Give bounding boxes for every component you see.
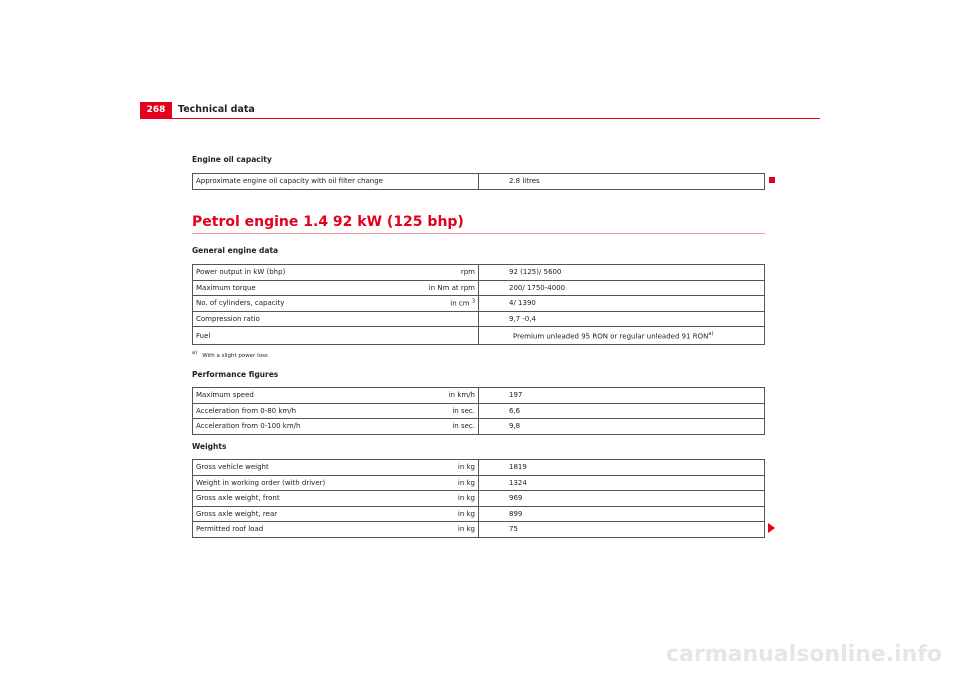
table-row bbox=[193, 419, 765, 435]
footnote bbox=[192, 350, 268, 359]
table-row bbox=[193, 327, 765, 345]
row-value-cell bbox=[479, 280, 765, 296]
continue-arrow-icon bbox=[768, 523, 775, 533]
row-label-cell bbox=[193, 311, 479, 327]
row-value: 200/ 1750-4000 bbox=[509, 283, 566, 292]
page-number: 268 bbox=[140, 102, 172, 118]
row-value-cell bbox=[479, 522, 765, 538]
unit-text: in Nm at rpm bbox=[428, 283, 475, 292]
row-value-cell bbox=[479, 174, 765, 190]
row-unit bbox=[449, 391, 475, 399]
unit-text: in kg bbox=[457, 494, 475, 503]
unit-text: in kg bbox=[457, 478, 475, 487]
unit-text: in cm bbox=[450, 299, 470, 308]
table-row bbox=[193, 522, 765, 538]
end-marker-icon bbox=[769, 177, 775, 183]
unit-text: in kg bbox=[457, 525, 475, 534]
row-value-cell bbox=[479, 327, 765, 345]
oil-table bbox=[192, 173, 765, 190]
row-label-cell bbox=[193, 280, 479, 296]
row-label: No. of cylinders, capacity bbox=[196, 299, 285, 308]
general-heading: General engine data bbox=[192, 246, 279, 255]
row-value: Premium unleaded 95 RON or regular unleaded 91 RON bbox=[513, 332, 709, 341]
table-row bbox=[193, 460, 765, 476]
general-table bbox=[192, 264, 765, 345]
row-label-cell bbox=[193, 327, 479, 345]
row-value: 75 bbox=[509, 525, 518, 534]
row-value: 1819 bbox=[509, 463, 527, 472]
row-value: 2.8 litres bbox=[509, 177, 540, 186]
table-row bbox=[193, 475, 765, 491]
row-unit bbox=[452, 422, 475, 430]
unit-text: rpm bbox=[460, 268, 475, 277]
row-value: 92 (125)/ 5600 bbox=[509, 268, 562, 277]
row-value: 197 bbox=[509, 391, 523, 400]
row-value-cell bbox=[479, 403, 765, 419]
unit-text: in km/h bbox=[448, 391, 475, 400]
table-row bbox=[193, 174, 765, 190]
unit-text: in kg bbox=[457, 463, 475, 472]
row-label-cell bbox=[193, 265, 479, 281]
row-unit bbox=[458, 525, 475, 533]
header-rule bbox=[140, 118, 820, 119]
row-value-cell bbox=[479, 311, 765, 327]
row-unit bbox=[458, 463, 475, 471]
row-label: Power output in kW (bhp) bbox=[196, 268, 286, 277]
row-value: 1324 bbox=[509, 478, 527, 487]
unit-text: in kg bbox=[457, 509, 475, 518]
row-value-cell bbox=[479, 296, 765, 312]
row-value: 969 bbox=[509, 494, 523, 503]
row-label: Acceleration from 0-80 km/h bbox=[196, 406, 297, 415]
row-unit bbox=[461, 268, 475, 276]
row-unit bbox=[458, 510, 475, 518]
row-value: 9,8 bbox=[509, 422, 521, 431]
row-label: Maximum torque bbox=[196, 283, 256, 292]
weights-table bbox=[192, 459, 765, 538]
table-row bbox=[193, 491, 765, 507]
table-row bbox=[193, 403, 765, 419]
title-rule bbox=[192, 233, 765, 234]
row-label: Gross vehicle weight bbox=[196, 463, 269, 472]
row-label: Weight in working order (with driver) bbox=[196, 478, 326, 487]
row-label: Fuel bbox=[196, 331, 211, 340]
row-label-cell bbox=[193, 491, 479, 507]
unit-sup: 3 bbox=[471, 298, 475, 305]
performance-heading: Performance figures bbox=[192, 370, 279, 379]
row-unit bbox=[458, 479, 475, 487]
weights-heading: Weights bbox=[192, 442, 227, 451]
row-label: Approximate engine oil capacity with oil filter change bbox=[196, 177, 383, 186]
row-value: 4/ 1390 bbox=[509, 299, 536, 308]
row-label: Maximum speed bbox=[196, 391, 254, 400]
value-footnote-mark: a) bbox=[708, 330, 714, 337]
oil-heading: Engine oil capacity bbox=[192, 155, 272, 164]
row-label: Compression ratio bbox=[196, 314, 260, 323]
row-unit bbox=[450, 299, 475, 308]
table-row bbox=[193, 296, 765, 312]
row-value-cell bbox=[479, 491, 765, 507]
page-title: Petrol engine 1.4 92 kW (125 bhp) bbox=[192, 214, 464, 230]
row-unit bbox=[429, 284, 475, 292]
row-value-cell bbox=[479, 475, 765, 491]
unit-text: in sec. bbox=[452, 422, 475, 431]
row-value-cell bbox=[479, 506, 765, 522]
row-label: Gross axle weight, rear bbox=[196, 509, 278, 518]
row-label-cell bbox=[193, 174, 479, 190]
row-label-cell bbox=[193, 419, 479, 435]
row-label-cell bbox=[193, 460, 479, 476]
footnote-text: With a slight power loss bbox=[202, 352, 268, 359]
row-value: 9,7 -0,4 bbox=[509, 314, 537, 323]
table-row bbox=[193, 280, 765, 296]
table-row bbox=[193, 311, 765, 327]
section-title: Technical data bbox=[178, 104, 255, 115]
row-label-cell bbox=[193, 296, 479, 312]
table-row bbox=[193, 265, 765, 281]
row-value-cell bbox=[479, 265, 765, 281]
row-label-cell bbox=[193, 506, 479, 522]
row-value-cell bbox=[479, 419, 765, 435]
row-unit bbox=[452, 407, 475, 415]
watermark: carmanualsonline.info bbox=[666, 642, 942, 667]
performance-table bbox=[192, 387, 765, 435]
row-value: 6,6 bbox=[509, 406, 521, 415]
row-value-cell bbox=[479, 460, 765, 476]
row-label-cell bbox=[193, 403, 479, 419]
row-value-cell bbox=[479, 388, 765, 404]
row-label-cell bbox=[193, 522, 479, 538]
row-label: Permitted roof load bbox=[196, 525, 264, 534]
row-label: Gross axle weight, front bbox=[196, 494, 280, 503]
row-label-cell bbox=[193, 475, 479, 491]
row-value: 899 bbox=[509, 509, 523, 518]
row-label-cell bbox=[193, 388, 479, 404]
unit-text: in sec. bbox=[452, 406, 475, 415]
footnote-mark: a) bbox=[192, 350, 198, 356]
row-unit bbox=[458, 494, 475, 502]
row-label: Acceleration from 0-100 km/h bbox=[196, 422, 301, 431]
table-row bbox=[193, 506, 765, 522]
table-row bbox=[193, 388, 765, 404]
